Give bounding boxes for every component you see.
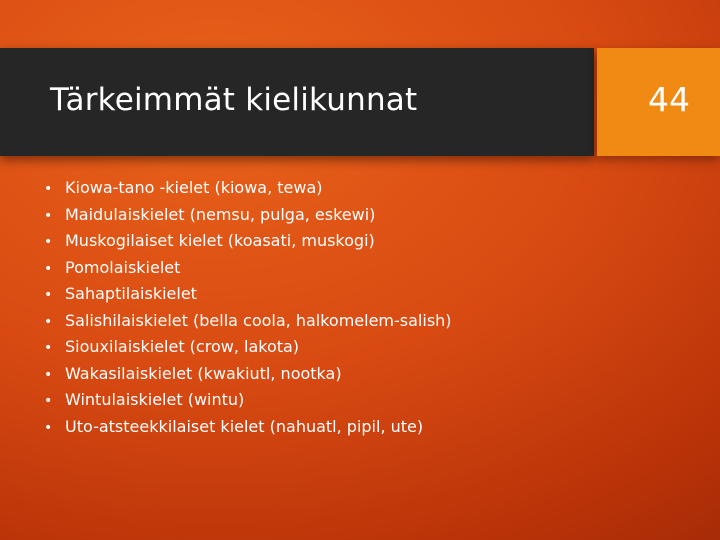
list-item-text: Uto-atsteekkilaiset kielet (nahuatl, pipil, ute) xyxy=(65,416,424,436)
list-item-text: Siouxilaiskielet (crow, lakota) xyxy=(65,337,300,356)
list-item xyxy=(44,178,452,205)
list-item xyxy=(44,364,452,391)
page-number-box xyxy=(597,48,720,156)
list-item-text: Muskogilaiset kielet (koasati, muskogi) xyxy=(65,231,375,250)
bullet-icon: • xyxy=(44,419,53,436)
page-number: 44 xyxy=(648,80,690,119)
bullet-icon: • xyxy=(44,234,53,250)
bullet-icon: • xyxy=(44,340,53,356)
list-item xyxy=(44,337,452,364)
bullet-icon: • xyxy=(44,393,53,409)
list-item xyxy=(44,231,452,258)
list-item-text: Wakasilaiskielet (kwakiutl, nootka) xyxy=(65,363,342,383)
list-item xyxy=(44,390,452,417)
list-item xyxy=(44,311,452,338)
list-item xyxy=(44,205,452,232)
list-item-text: Kiowa-tano -kielet (kiowa, tewa) xyxy=(65,178,323,197)
bullet-icon: • xyxy=(44,207,53,224)
list-item xyxy=(44,284,452,311)
slide-title: Tärkeimmät kielikunnat xyxy=(50,82,418,118)
bullet-icon: • xyxy=(44,366,53,383)
bullet-list xyxy=(44,178,452,443)
list-item-text: Wintulaiskielet (wintu) xyxy=(65,390,245,409)
list-item-text: Salishilaiskielet (bella coola, halkomelem-salish) xyxy=(65,310,452,330)
bullet-icon: • xyxy=(44,313,53,330)
list-item-text: Sahaptilaiskielet xyxy=(65,284,197,303)
bullet-icon: • xyxy=(44,287,53,303)
title-bar xyxy=(0,48,594,156)
list-item-text: Maidulaiskielet (nemsu, pulga, eskewi) xyxy=(65,204,376,224)
list-item-text: Pomolaiskielet xyxy=(65,257,181,277)
list-item xyxy=(44,258,452,285)
bullet-icon: • xyxy=(44,260,53,277)
list-item xyxy=(44,417,452,444)
bullet-icon: • xyxy=(44,181,53,197)
